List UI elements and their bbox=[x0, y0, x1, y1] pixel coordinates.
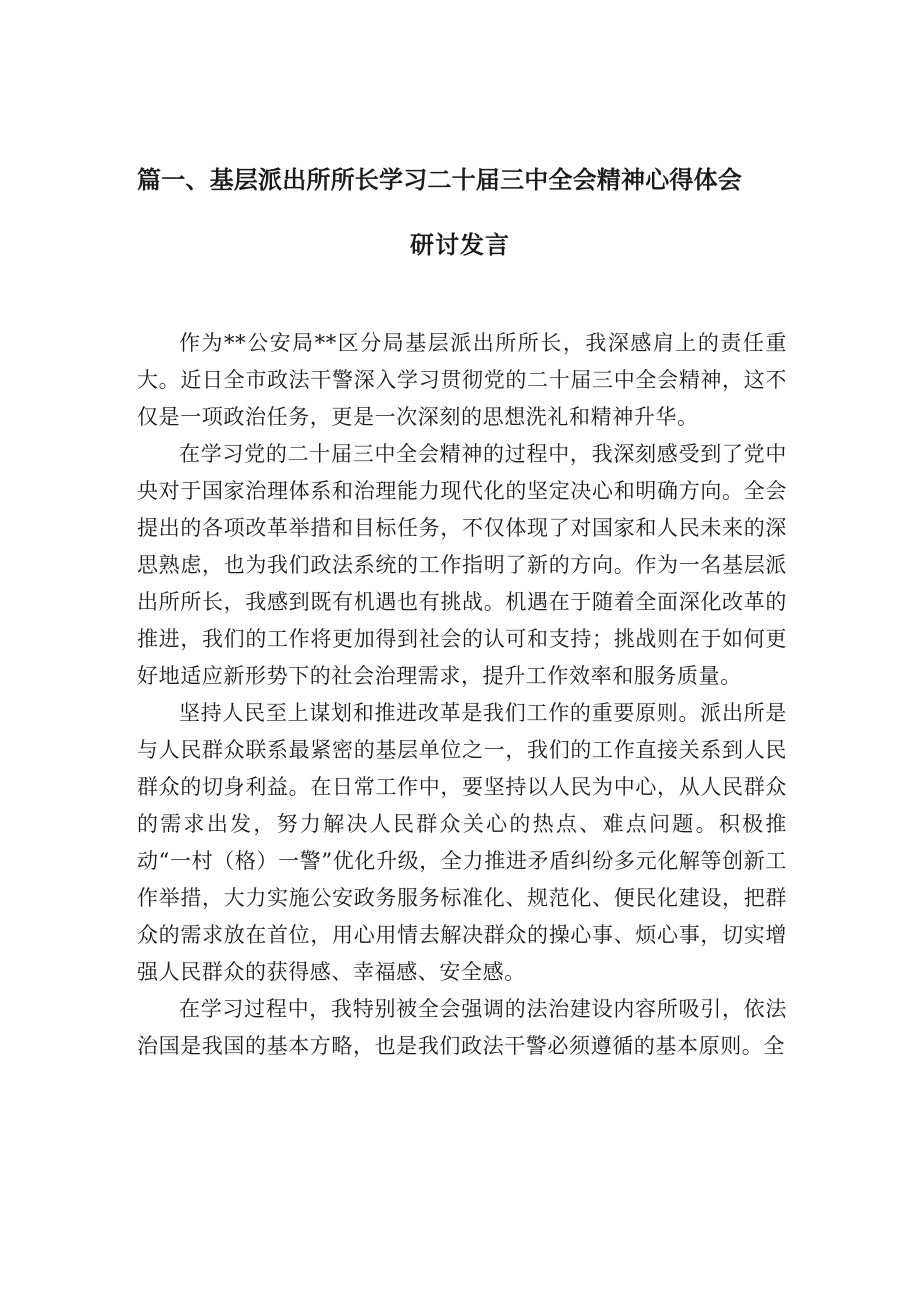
paragraph: 在学习过程中，我特别被全会强调的法治建设内容所吸引，依法治国是我国的基本方略，也是我们政法干警必须遵循的基本原则。全 bbox=[137, 997, 787, 1058]
document-title: 篇一、基层派出所所长学习二十届三中全会精神心得体会 bbox=[137, 166, 742, 194]
paragraph: 在学习党的二十届三中全会精神的过程中，我深刻感受到了党中央对于国家治理体系和治理能力现代化的坚定决心和明确方向。全会提出的各项改革举措和目标任务，不仅体现了对国家和人民未来的深思熟虑，也为我们政法系统的工作指明了新的方向。作为一名基层派出所所长，我感到既有机遇也有挑战。机遇在于随着全面深化改革的推进，我们的工作将更加得到社会的认可和支持；挑战则在于如何更好地适应新形势下的社会治理需求，提升工作效率和服务质量。 bbox=[137, 442, 787, 688]
document-body bbox=[137, 325, 787, 1065]
paragraph: 坚持人民至上谋划和推进改革是我们工作的重要原则。派出所是与人民群众联系最紧密的基层单位之一，我们的工作直接关系到人民群众的切身利益。在日常工作中，要坚持以人民为中心，从人民群众的需求出发，努力解决人民群众关心的热点、难点问题。积极推动“一村（格）一警”优化升级，全力推进矛盾纠纷多元化解等创新工作举措，大力实施公安政务服务标准化、规范化、便民化建设，把群众的需求放在首位，用心用情去解决群众的操心事、烦心事，切实增强人民群众的获得感、幸福感、安全感。 bbox=[137, 701, 787, 984]
document-subtitle: 研讨发言 bbox=[410, 231, 510, 259]
paragraph: 作为**公安局**区分局基层派出所所长，我深感肩上的责任重大。近日全市政法干警深入学习贯彻党的二十届三中全会精神，这不仅是一项政治任务，更是一次深刻的思想洗礼和精神升华。 bbox=[137, 331, 787, 429]
